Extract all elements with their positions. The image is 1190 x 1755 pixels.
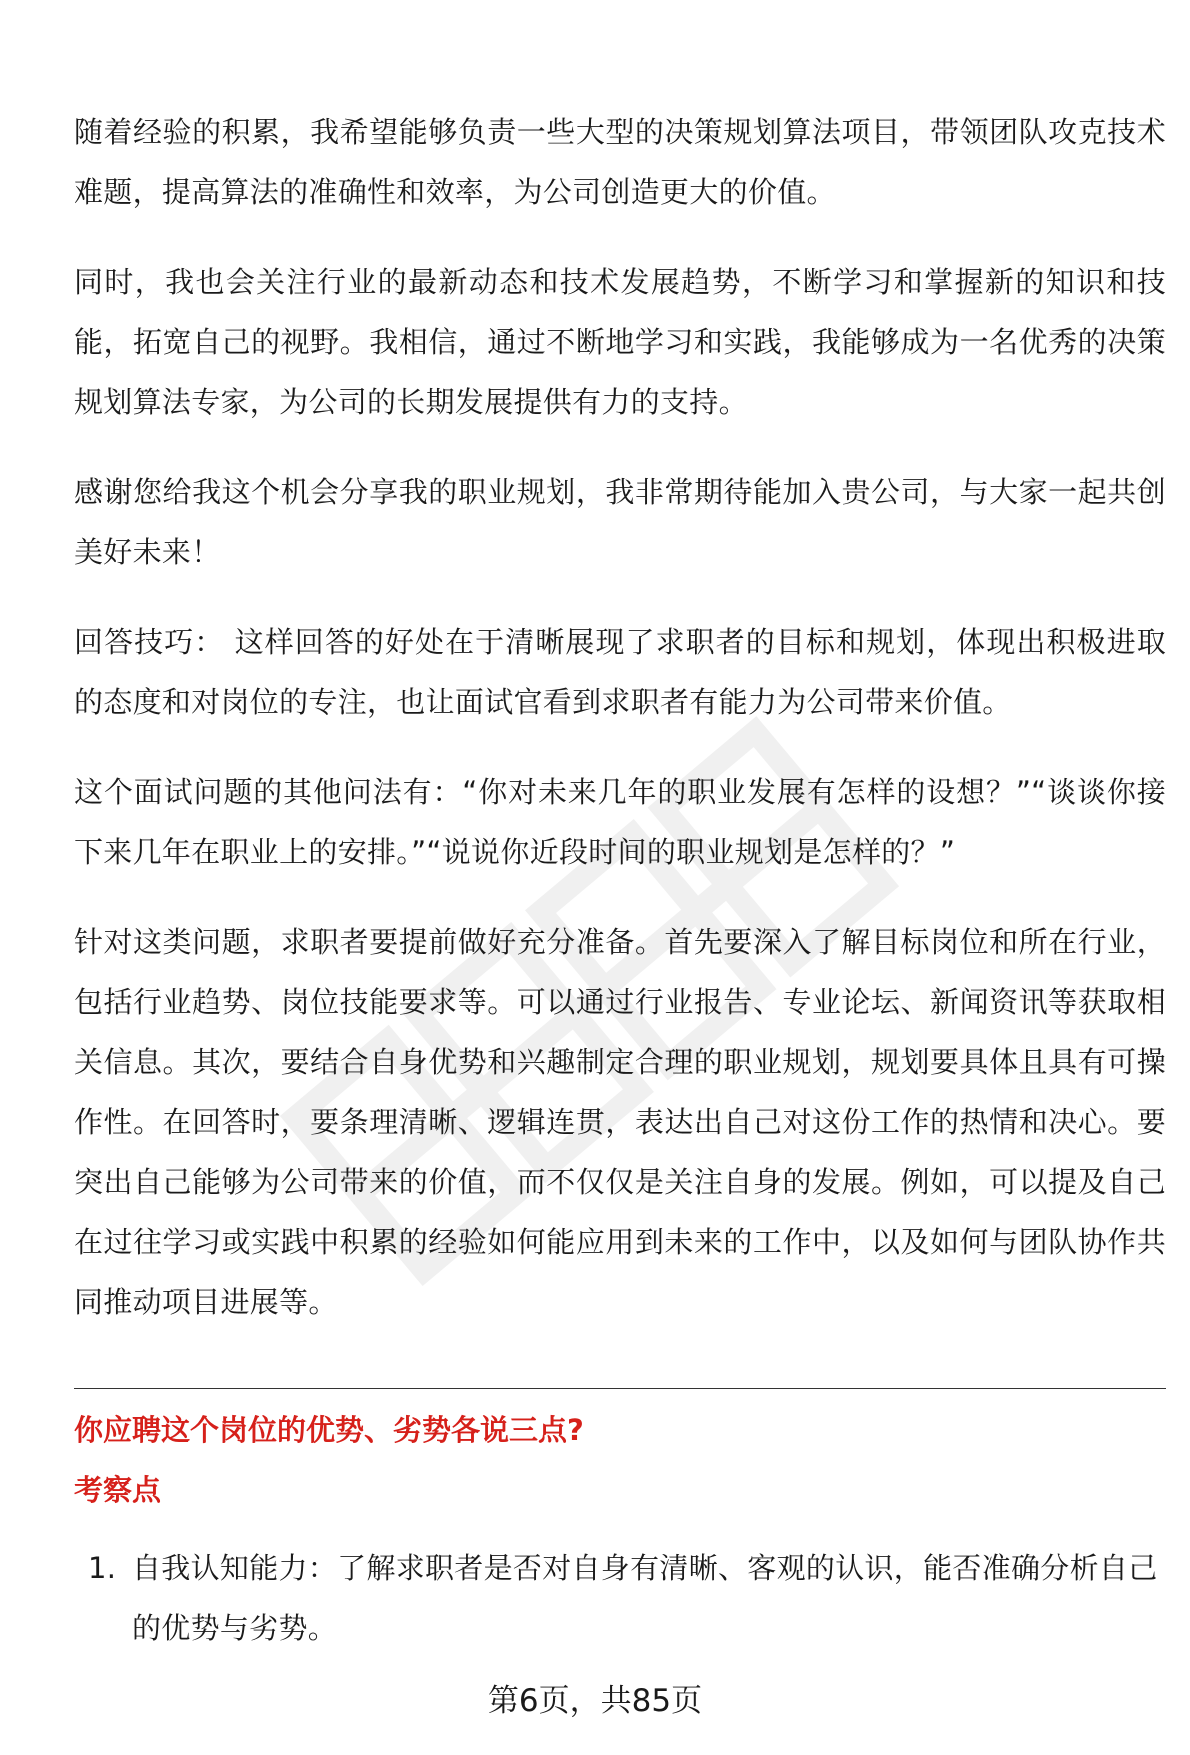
- list-item: [74, 1538, 1166, 1658]
- paragraph-answer-tips: 回答技巧： 这样回答的好处在于清晰展现了求职者的目标和规划，体现出积极进取的态度和对岗位的专注，也让面试官看到求职者有能力为公司带来价值。: [74, 625, 1166, 719]
- paragraph-industry-trends: 同时，我也会关注行业的最新动态和技术发展趋势，不断学习和掌握新的知识和技能，拓宽自己的视野。我相信，通过不断地学习和实践，我能够成为一名优秀的决策规划算法专家，为公司的长期发展提供有力的支持。: [74, 265, 1166, 419]
- document-body: [74, 102, 1166, 1362]
- paragraph-thanks: 感谢您给我这个机会分享我的职业规划，我非常期待能加入贵公司，与大家一起共创美好未来！: [74, 475, 1166, 569]
- paragraph-career-growth: 随着经验的积累，我希望能够负责一些大型的决策规划算法项目，带领团队攻克技术难题，提高算法的准确性和效率，为公司创造更大的价值。: [74, 115, 1166, 209]
- evaluation-points-list: [74, 1538, 1166, 1658]
- page-number-footer: 第6页，共85页: [487, 1683, 703, 1719]
- question-heading: 你应聘这个岗位的优势、劣势各说三点?: [74, 1413, 584, 1447]
- list-item-number: 1.: [88, 1551, 117, 1585]
- paragraph-alternative-questions: 这个面试问题的其他问法有：“你对未来几年的职业发展有怎样的设想？”“谈谈你接下来几年在职业上的安排。”“说说你近段时间的职业规划是怎样的？”: [74, 775, 1166, 869]
- section-divider: [74, 1388, 1166, 1389]
- evaluation-points-heading: 考察点: [74, 1473, 162, 1507]
- paragraph-preparation-advice: 针对这类问题，求职者要提前做好充分准备。首先要深入了解目标岗位和所在行业，包括行业趋势、岗位技能要求等。可以通过行业报告、专业论坛、新闻资讯等获取相关信息。其次，要结合自身优势和兴趣制定合理的职业规划，规划要具体且具有可操作性。在回答时，要条理清晰、逻辑连贯，表达出自己对这份工作的热情和决心。要突出自己能够为公司带来的价值，而不仅仅是关注自身的发展。例如，可以提及自己在过往学习或实践中积累的经验如何能应用到未来的工作中，以及如何与团队协作共同推动项目进展等。: [74, 925, 1166, 1319]
- list-item-text: 自我认知能力：了解求职者是否对自身有清晰、客观的认识，能否准确分析自己的优势与劣势。: [132, 1551, 1158, 1645]
